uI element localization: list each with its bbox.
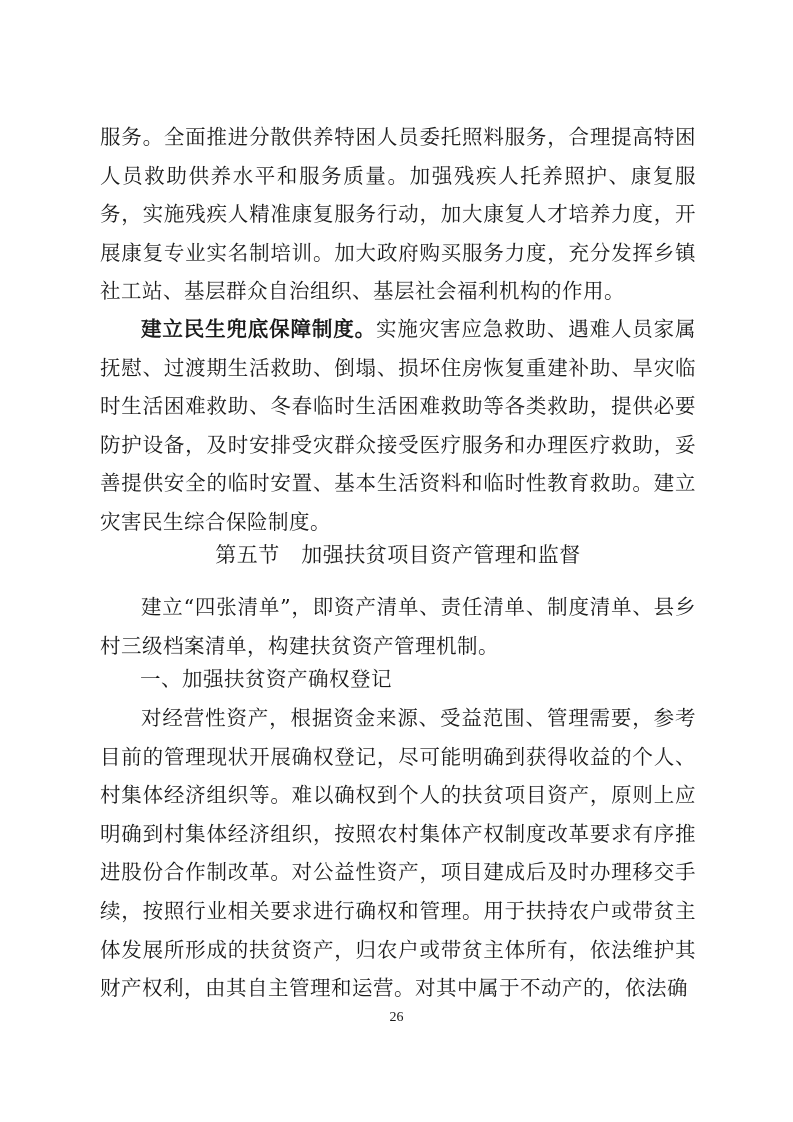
paragraph-text bbox=[100, 310, 696, 542]
paragraph-asset-registration bbox=[100, 699, 696, 1008]
paragraph-text: 建立“四张清单”，即资产清单、责任清单、制度清单、县乡村三级档案清单，构建扶贫资产管理机制。 bbox=[100, 595, 696, 658]
paragraph-text: 服务。全面推进分散供养特困人员委托照料服务，合理提高特困人员救助供养水平和服务质量。加强残疾人托养照护、康复服务，实施残疾人精准康复服务行动，加大康复人才培养力度，开展康复专业实名制培训。加大政府购买服务力度，充分发挥乡镇社工站、基层群众自治组织、基层社会福利机构的作用。 bbox=[100, 125, 696, 304]
page-number: 26 bbox=[389, 1010, 404, 1025]
subsection-title: 一、加强扶贫资产确权登记 bbox=[140, 667, 392, 691]
section-title: 第五节 加强扶贫项目资产管理和监督 bbox=[215, 543, 581, 567]
paragraph-livelihood-guarantee bbox=[100, 310, 696, 542]
paragraph-welfare-services bbox=[100, 118, 696, 311]
paragraph-text: 对经营性资产，根据资金来源、受益范围、管理需要，参考目前的管理现状开展确权登记，尽可能明确到获得收益的个人、村集体经济组织等。难以确权到个人的扶贫项目资产，原则上应明确到村集体经济组织，按照农村集体产权制度改革要求有序推进股份合作制改革。对公益性资产，项目建成后及时办理移交手续，按照行业相关要求进行确权和管理。用于扶持农户或带贫主体发展所形成的扶贫资产，归农户或带贫主体所有，依法维护其财产权利，由其自主管理和运营。对其中属于不动产的，依法确 bbox=[100, 706, 696, 1001]
paragraph-lead-heading: 建立民生兜底保障制度。 bbox=[141, 317, 376, 341]
paragraph-four-lists bbox=[100, 588, 696, 665]
paragraph-body: 实施灾害应急救助、遇难人员家属抚慰、过渡期生活救助、倒塌、损坏住房恢复重建补助、旱灾临时生活困难救助、冬春临时生活困难救助等各类救助，提供必要防护设备，及时安排受灾群众接受医疗服务和办理医疗救助，妥善提供安全的临时安置、基本生活资料和临时性教育救助。建立灾害民生综合保险制度。 bbox=[100, 317, 697, 534]
